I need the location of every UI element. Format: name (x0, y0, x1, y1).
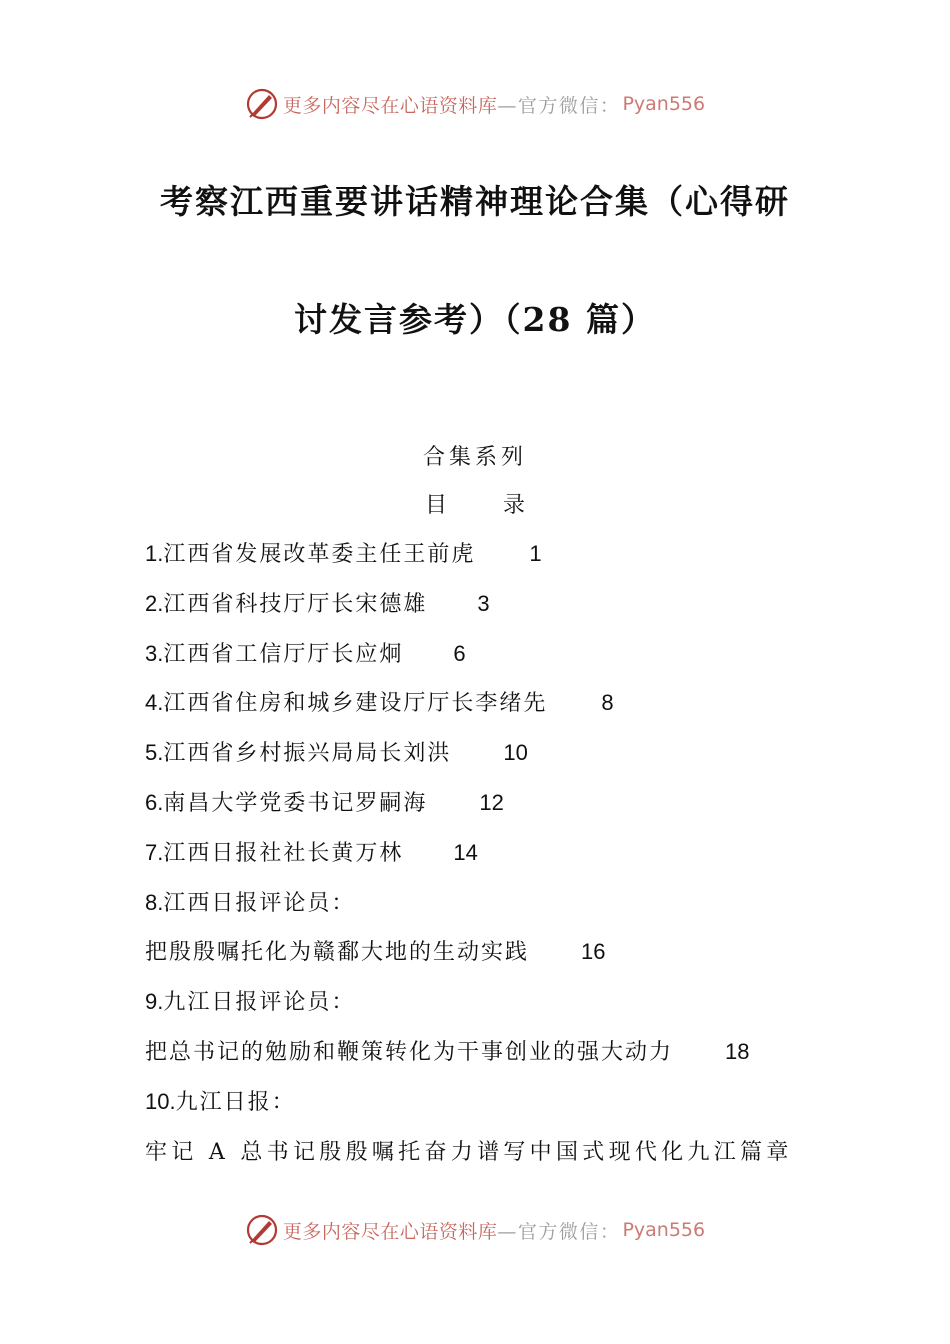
banner-wechat-id: Pyan556 (622, 1219, 706, 1241)
toc-entry[interactable] (145, 833, 845, 883)
toc-entry-title: 把殷殷嘱托化为赣鄱大地的生动实践 (145, 940, 530, 966)
toc-entry-number: 1. (145, 541, 164, 566)
toc-entry[interactable] (145, 1032, 845, 1082)
toc-entry[interactable] (145, 1082, 845, 1132)
footer-banner (0, 1210, 950, 1250)
toc-entry-title: 江西省工信厅厅长应炯 (163, 641, 404, 667)
toc-entry-title: 江西省科技厅厅长宋德雄 (163, 591, 428, 617)
toc-entry-number: 9. (145, 989, 164, 1015)
banner-text-wechat: —官方微信： (497, 94, 621, 117)
toc-entry[interactable] (145, 932, 845, 982)
toc-entry[interactable] (145, 584, 845, 634)
toc-entry-number: 7. (145, 839, 164, 865)
toc-heading (0, 488, 950, 519)
toc-entry-title: 江西省发展改革委主任王前虎 (163, 542, 476, 567)
toc-entry-title: 江西日报社社长黄万林 (163, 840, 404, 866)
toc-entry[interactable] (145, 733, 845, 783)
pen-circle-logo-icon (245, 1213, 279, 1247)
toc-entry-number: 3. (145, 640, 164, 666)
toc-entry-number: 10. (145, 1088, 176, 1114)
toc-entry-title: 九江日报评论员： (163, 990, 356, 1016)
document-title-line2: 讨发言参考）（28 篇） (294, 300, 656, 339)
pen-circle-logo-icon (245, 87, 279, 121)
banner-wechat-id: Pyan556 (622, 93, 706, 115)
toc-entry-number: 8. (145, 889, 164, 915)
toc-entry-number: 6. (145, 789, 164, 815)
toc-entry-page: 16 (581, 939, 606, 965)
toc-entry-page: 12 (479, 789, 504, 815)
toc-entry-title: 江西省住房和城乡建设厅厅长李绪先 (163, 691, 548, 717)
banner-text-main: 更多内容尽在心语资料库 (282, 94, 498, 117)
toc-entry-page: 14 (453, 839, 478, 865)
series-label: 合集系列 (422, 445, 527, 470)
table-of-contents (145, 534, 845, 1181)
toc-entry-page: 8 (601, 690, 614, 716)
toc-entry-title: 江西日报评论员： (163, 890, 356, 916)
banner-text-main: 更多内容尽在心语资料库 (282, 1220, 498, 1243)
toc-entry[interactable] (145, 1132, 845, 1182)
toc-entry[interactable] (145, 634, 845, 684)
toc-entry[interactable] (145, 982, 845, 1032)
toc-heading-left: 目 (424, 493, 447, 518)
toc-entry-title: 把总书记的勉励和鞭策转化为干事创业的强大动力 (145, 1039, 674, 1065)
document-title-line1: 考察江西重要讲话精神理论合集（心得研 (160, 182, 790, 221)
toc-entry-page: 3 (477, 590, 490, 616)
toc-entry-title: 牢记 A 总书记殷殷嘱托奋力谱写中国式现代化九江篇章 (145, 1139, 793, 1165)
toc-entry-number: 5. (145, 740, 164, 766)
toc-entry-number: 4. (145, 690, 164, 716)
toc-entry[interactable] (145, 683, 845, 733)
toc-entry-page: 6 (453, 640, 466, 666)
toc-entry-title: 九江日报： (175, 1089, 296, 1115)
toc-entry-title: 江西省乡村振兴局局长刘洪 (163, 741, 452, 767)
toc-entry-page: 10 (503, 740, 528, 766)
toc-entry-title: 南昌大学党委书记罗嗣海 (163, 790, 428, 816)
toc-entry-page: 1 (529, 541, 542, 566)
toc-entry[interactable] (145, 783, 845, 833)
toc-entry-number: 2. (145, 590, 164, 616)
header-banner (0, 84, 950, 124)
toc-entry[interactable] (145, 883, 845, 933)
toc-entry[interactable] (145, 534, 845, 584)
toc-entry-page: 18 (725, 1038, 750, 1064)
toc-heading-right: 录 (503, 493, 526, 518)
banner-text-wechat: —官方微信： (497, 1220, 621, 1243)
